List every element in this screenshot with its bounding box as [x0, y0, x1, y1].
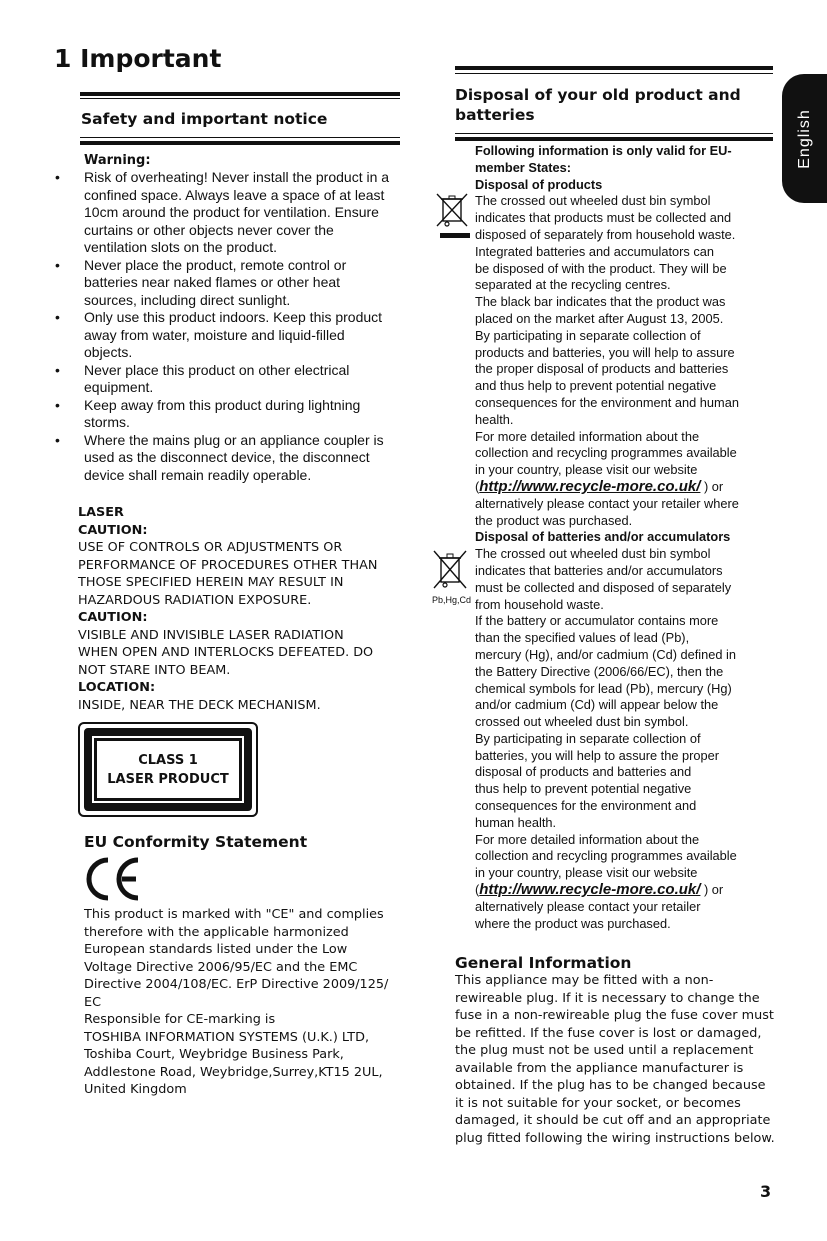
- batteries-line: batteries, you will help to assure the proper: [475, 747, 719, 763]
- products-line: placed on the market after August 13, 2005.: [475, 310, 724, 326]
- disposal-intro: member States:: [475, 159, 572, 175]
- recycle-more-link[interactable]: http://www.recycle-more.co.uk/: [479, 477, 701, 495]
- list-item-line: Never place the product, remote control or: [84, 256, 347, 273]
- products-line: By participating in separate collection of: [475, 327, 701, 343]
- list-item: • Never place the product, remote control or batteries near naked flames or other heat sources, including direct sunlight.: [52, 257, 402, 310]
- eu-line: Directive 2004/108/EC. ErP Directive 2009/125/: [84, 977, 389, 992]
- class-label-line: LASER PRODUCT: [107, 771, 229, 787]
- recycle-link-line: [475, 479, 775, 496]
- link-close: ) or: [700, 882, 724, 898]
- warning-list: [52, 169, 402, 484]
- batteries-line: in your country, please visit our website: [475, 865, 698, 881]
- list-item-line: curtains or other objects never cover the: [84, 221, 334, 238]
- batteries-line: If the battery or accumulator contains more: [475, 613, 719, 629]
- list-item-line: sources, including direct sunlight.: [84, 291, 291, 308]
- batteries-line: than the specified values of lead (Pb),: [475, 630, 690, 646]
- list-item: • Never place this product on other electrical equipment.: [52, 362, 402, 397]
- laser-title: LASER: [78, 505, 124, 520]
- products-line: health.: [475, 411, 514, 427]
- section-rule-bottom: [455, 137, 773, 141]
- list-item-line: away from water, moisture and liquid-filled: [84, 326, 345, 343]
- general-line: fuse in a non-rewireable plug the fuse cover must: [455, 1008, 774, 1023]
- list-item-line: objects.: [84, 344, 133, 360]
- eu-line: Responsible for CE-marking is: [84, 1012, 276, 1027]
- section-rule-top-thin: [80, 98, 400, 99]
- bin-caption: Pb,Hg,Cd: [432, 595, 472, 605]
- products-line: indicates that products must be collected and: [475, 210, 732, 226]
- products-line: and thus help to prevent potential negative: [475, 378, 717, 394]
- caution-line: WHEN OPEN AND INTERLOCKS DEFEATED. DO: [78, 645, 374, 660]
- batteries-heading: Disposal of batteries and/or accumulators: [475, 529, 731, 545]
- general-line: the plug must not be used until a replacement: [455, 1043, 754, 1058]
- list-item: • Where the mains plug or an appliance coupler is used as the disconnect device, the disconnect device shall remain readily operable.: [52, 432, 402, 485]
- caution-line: USE OF CONTROLS OR ADJUSTMENTS OR: [78, 540, 343, 555]
- list-item-line: device shall remain readily operable.: [84, 466, 312, 483]
- batteries-line: The crossed out wheeled dust bin symbol: [475, 546, 711, 562]
- caution-line: NOT STARE INTO BEAM.: [78, 662, 231, 678]
- class-1-laser-label: [78, 722, 258, 817]
- general-heading: General Information: [455, 954, 632, 972]
- class-label-inner: [94, 738, 242, 801]
- list-item-line: Keep away from this product during lightning: [84, 396, 361, 413]
- products-line: be disposed of with the product. They will be: [475, 260, 727, 276]
- products-line: For more detailed information about the: [475, 428, 700, 444]
- batteries-line: must be collected and disposed of separately: [475, 579, 732, 595]
- list-item-line: confined space. Always leave a space of at least: [84, 186, 385, 203]
- products-line: collection and recycling programmes available: [475, 445, 737, 461]
- eu-line: This product is marked with "CE" and complies: [84, 907, 384, 922]
- link-open: (: [475, 478, 480, 494]
- general-body: [455, 972, 777, 1147]
- batteries-line: chemical symbols for lead (Pb), mercury (Hg): [475, 680, 732, 696]
- caution-line: PERFORMANCE OF PROCEDURES OTHER THAN: [78, 557, 378, 573]
- language-tab: [782, 74, 827, 203]
- location-label: LOCATION:: [78, 680, 156, 695]
- link-open: (: [475, 882, 480, 898]
- batteries-line: crossed out wheeled dust bin symbol.: [475, 714, 689, 730]
- list-item-line: Where the mains plug or an appliance coupler is: [84, 431, 384, 448]
- link-close: ) or: [700, 478, 724, 494]
- products-line: products and batteries, you will help to assure: [475, 344, 735, 360]
- language-tab-label: English: [795, 108, 813, 169]
- list-item-line: 10cm around the product for ventilation. Ensure: [84, 204, 379, 220]
- eu-line: Toshiba Court, Weybridge Business Park,: [84, 1047, 344, 1062]
- warning-block: [52, 152, 402, 484]
- recycle-link-line: [475, 882, 775, 899]
- batteries-line: from household waste.: [475, 596, 604, 612]
- products-line: the proper disposal of products and batteries: [475, 361, 729, 377]
- batteries-line: consequences for the environment and: [475, 798, 697, 814]
- general-line: damaged, it should be cut off and an appropriate: [455, 1113, 771, 1128]
- eu-line: EC: [84, 994, 102, 1010]
- ce-mark-icon: [84, 856, 144, 902]
- caution-label: CAUTION:: [78, 610, 148, 625]
- products-line: disposed of separately from household waste.: [475, 226, 736, 242]
- section-rule-bottom-thin: [80, 137, 400, 138]
- list-item-line: Only use this product indoors. Keep this product: [84, 309, 383, 325]
- list-item-line: ventilation slots on the product.: [84, 239, 278, 255]
- products-line: consequences for the environment and human: [475, 394, 739, 410]
- list-item: • Keep away from this product during lightning storms.: [52, 397, 402, 432]
- general-line: it is not suitable for your socket, or becomes: [455, 1095, 741, 1111]
- list-item-line: used as the disconnect device, the disconnect: [84, 449, 370, 465]
- products-line: The crossed out wheeled dust bin symbol: [475, 193, 711, 209]
- list-item-line: Risk of overheating! Never install the product in a: [84, 169, 390, 185]
- list-item-line: storms.: [84, 414, 130, 430]
- general-line: plug fitted following the wiring instructions below.: [455, 1130, 775, 1146]
- list-item-line: equipment.: [84, 379, 154, 395]
- disposal-intro: Following information is only valid for EU-: [475, 143, 732, 158]
- section-rule-top-thin: [455, 73, 773, 74]
- section-rule-bottom: [80, 141, 400, 145]
- products-line: the product was purchased.: [475, 512, 633, 528]
- batteries-line: where the product was purchased.: [475, 915, 671, 931]
- section-rule-bottom-thin: [455, 133, 773, 134]
- section-rule-top: [80, 92, 400, 96]
- batteries-line: and/or cadmium (Cd) will appear below the: [475, 697, 719, 713]
- list-item-line: batteries near naked flames or other heat: [84, 274, 341, 290]
- eu-line: Addlestone Road, Weybridge,Surrey,KT15 2UL,: [84, 1064, 383, 1080]
- batteries-line: collection and recycling programmes available: [475, 848, 737, 864]
- products-line: The black bar indicates that the product was: [475, 294, 726, 310]
- products-line: separated at the recycling centres.: [475, 277, 671, 293]
- safety-heading: Safety and important notice: [81, 110, 328, 128]
- products-line: in your country, please visit our website: [475, 462, 698, 478]
- disposal-body: [475, 143, 775, 932]
- list-item: • Risk of overheating! Never install the product in a confined space. Always leave a space of at least 10cm around the product for ventilation. Ensure curtains or other objects never cover the ventilation slots on the product.: [52, 169, 402, 257]
- batteries-line: the Battery Directive (2006/66/EC), then the: [475, 663, 724, 679]
- batteries-line: disposal of products and batteries and: [475, 764, 692, 780]
- caution-line: VISIBLE AND INVISIBLE LASER RADIATION: [78, 627, 344, 643]
- batteries-line: human health.: [475, 814, 557, 830]
- crossed-battery-bin-icon: [431, 548, 469, 592]
- products-line: alternatively please contact your retailer where: [475, 495, 739, 511]
- batteries-line: By participating in separate collection of: [475, 730, 701, 746]
- general-line: be refitted. If the fuse cover is lost or damaged,: [455, 1025, 762, 1041]
- recycle-more-link[interactable]: http://www.recycle-more.co.uk/: [479, 881, 701, 899]
- batteries-line: thus help to prevent potential negative: [475, 781, 692, 797]
- list-item-line: Never place this product on other electrical: [84, 361, 350, 378]
- disposal-heading-line: Disposal of your old product and: [455, 86, 741, 104]
- page-number: 3: [760, 1182, 772, 1201]
- laser-block: [78, 504, 408, 714]
- general-line: rewireable plug. If it is necessary to change the: [455, 990, 760, 1006]
- eu-line: Voltage Directive 2006/95/EC and the EMC: [84, 959, 358, 975]
- batteries-line: For more detailed information about the: [475, 831, 700, 847]
- eu-line: TOSHIBA INFORMATION SYSTEMS (U.K.) LTD,: [84, 1029, 370, 1045]
- location-text: INSIDE, NEAR THE DECK MECHANISM.: [78, 697, 321, 713]
- caution-line: HAZARDOUS RADIATION EXPOSURE.: [78, 592, 312, 608]
- eu-body: [84, 906, 404, 1099]
- disposal-heading-line: batteries: [455, 106, 535, 124]
- eu-line: United Kingdom: [84, 1082, 187, 1097]
- page-title: 1 Important: [54, 44, 222, 73]
- batteries-line: alternatively please contact your retailer: [475, 898, 701, 914]
- general-line: This appliance may be fitted with a non-: [455, 973, 714, 988]
- general-line: available from the appliance manufacturer is: [455, 1060, 744, 1076]
- batteries-line: indicates that batteries and/or accumulators: [475, 562, 723, 578]
- class-label-line: CLASS 1: [138, 752, 198, 768]
- section-rule-top: [455, 66, 773, 70]
- products-line: Integrated batteries and accumulators can: [475, 243, 715, 259]
- warning-label: Warning:: [84, 153, 151, 168]
- list-item: • Only use this product indoors. Keep this product away from water, moisture and liquid-filled objects.: [52, 309, 402, 362]
- eu-heading: EU Conformity Statement: [84, 833, 308, 851]
- caution-label: CAUTION:: [78, 522, 148, 538]
- disposal-heading: [455, 85, 775, 125]
- products-heading: Disposal of products: [475, 176, 603, 192]
- eu-line: therefore with the applicable harmonized: [84, 924, 349, 940]
- crossed-bin-icon: [434, 193, 470, 239]
- caution-line: THOSE SPECIFIED HEREIN MAY RESULT IN: [78, 575, 344, 590]
- eu-line: European standards listed under the Low: [84, 942, 348, 957]
- batteries-line: mercury (Hg), and/or cadmium (Cd) defined in: [475, 646, 737, 662]
- general-line: obtained. If the plug has to be changed because: [455, 1078, 766, 1093]
